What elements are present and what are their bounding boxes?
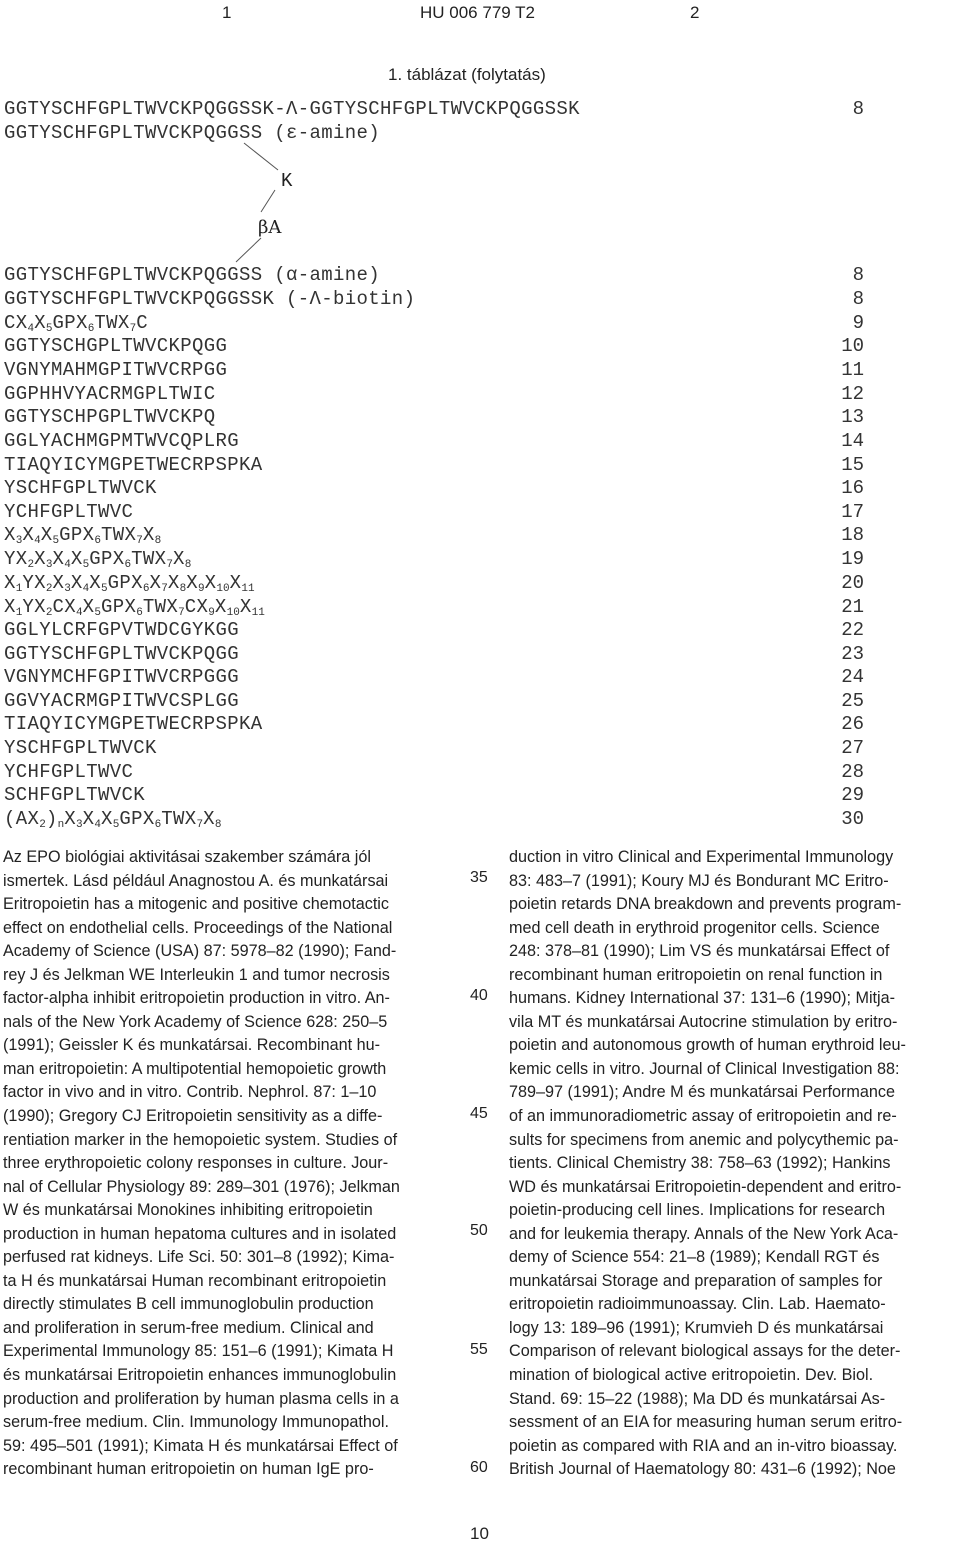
- sequence-number: 28: [841, 761, 864, 783]
- epsilon-amine-sequence-line: GGTYSCHFGPLTWVCKPQGGSS (ε-amine): [4, 122, 381, 144]
- text-line: eritropoietin radioimmunoassay. Clin. Lab. Haemato-: [509, 1295, 886, 1314]
- text-line: poietin and autonomous growth of human erythroid leu-: [509, 1036, 906, 1055]
- text-line: demy of Science 554: 21–8 (1989); Kendall RGT és: [509, 1248, 880, 1267]
- margin-line-number: 45: [470, 1105, 488, 1122]
- sequence-row: GGPHHVYACRMGPLTWIC: [4, 383, 216, 405]
- text-line: és munkatársai Eritropoietin enhances immunoglobulin: [3, 1366, 397, 1385]
- sequence-number: 10: [841, 335, 864, 357]
- sequence-number: 15: [841, 454, 864, 476]
- text-line: Stand. 69: 15–22 (1988); Ma DD és munkatársai As-: [509, 1389, 886, 1408]
- sequence-number: 26: [841, 713, 864, 735]
- text-line: sults for specimens from anemic and polycythemic pa-: [509, 1130, 899, 1149]
- text-line: directly stimulates B cell immunoglobulin production: [3, 1295, 374, 1314]
- margin-line-number: 40: [470, 987, 488, 1004]
- sequence-row: GGLYLCRFGPVTWDCGYKGG: [4, 619, 240, 641]
- text-line: Comparison of relevant biological assays for the deter-: [509, 1342, 901, 1361]
- text-line: mination of biological active eritropoietin. Dev. Biol.: [509, 1366, 874, 1385]
- page-right-number: 2: [690, 3, 700, 22]
- sequence-number: 19: [841, 548, 864, 570]
- branched-sequence-line: GGTYSCHFGPLTWVCKPQGGSSK-Λ-GGTYSCHFGPLTWVCKPQGGSSK: [4, 98, 580, 120]
- text-line: British Journal of Haematology 80: 431–6 (1992); Noe: [509, 1460, 896, 1479]
- sequence-row: GGTYSCHPGPLTWVCKPQ: [4, 406, 216, 428]
- sequence-row: GGTYSCHGPLTWVCKPQGG: [4, 335, 228, 357]
- sequence-row: YCHFGPLTWVC: [4, 761, 134, 783]
- margin-line-number: 50: [470, 1222, 488, 1239]
- sequence-number: 16: [841, 477, 864, 499]
- formula-row: $X_1YX_2X_3X_4X_5GPX_6X_7X_8X_9X_{10}X_{11}$: [4, 572, 255, 595]
- text-line: rey J és Jelkman WE Interleukin 1 and tumor necrosis: [3, 965, 390, 984]
- alpha-amine-sequence-line: GGTYSCHFGPLTWVCKPQGGSS (α-amine): [4, 264, 381, 286]
- sequence-row: YSCHFGPLTWVCK: [4, 477, 157, 499]
- text-line: (1991); Geissler K és munkatársai. Recombinant hu-: [3, 1036, 380, 1055]
- patent-id: HU 006 779 T2: [420, 3, 535, 22]
- sequence-number: 24: [841, 666, 864, 688]
- sequence-number: 22: [841, 619, 864, 641]
- text-line: factor in vivo and in vitro. Contrib. Nephrol. 87: 1–10: [3, 1083, 377, 1102]
- text-line: recombinant human eritropoietin on renal function in: [509, 965, 883, 984]
- sequence-number: 25: [841, 690, 864, 712]
- text-line: 248: 378–81 (1990); Lim VS és munkatársai Effect of: [509, 942, 890, 961]
- margin-line-number: 55: [470, 1341, 488, 1358]
- lysine-branch-label: K: [281, 170, 293, 192]
- text-line: serum-free medium. Clin. Immunology Immunopathol.: [3, 1413, 389, 1432]
- sequence-row: GGTYSCHFGPLTWVCKPQGG: [4, 643, 240, 665]
- text-line: W és munkatársai Monokines inhibiting eritropoietin: [3, 1201, 373, 1220]
- right-text-column: [509, 846, 959, 1482]
- page-left-number: 1: [222, 3, 232, 22]
- table-caption: 1. táblázat (folytatás): [388, 65, 546, 84]
- text-line: vila MT és munkatársai Autocrine stimulation by eritro-: [509, 1012, 898, 1031]
- text-line: Experimental Immunology 85: 151–6 (1991); Kimata H: [3, 1342, 394, 1361]
- text-line: rentiation marker in the hemopoietic system. Studies of: [3, 1130, 398, 1149]
- sequence-row: VGNYMAHMGPITWVCRPGG: [4, 359, 228, 381]
- sequence-row: YSCHFGPLTWVCK: [4, 737, 157, 759]
- text-line: poietin-producing cell lines. Implications for research: [509, 1201, 886, 1220]
- page-number: 10: [470, 1524, 489, 1543]
- text-line: tients. Clinical Chemistry 38: 758–63 (1992); Hankins: [509, 1154, 891, 1173]
- text-line: 789–97 (1991); Andre M és munkatársai Performance: [509, 1083, 896, 1102]
- text-line: duction in vitro Clinical and Experimental Immunology: [509, 848, 894, 866]
- text-line: poietin retards DNA breakdown and prevents program-: [509, 895, 902, 914]
- sequence-number: 14: [841, 430, 864, 452]
- formula-row: $YX_2X_3X_4X_5GPX_6TWX_7X_8$: [4, 548, 192, 571]
- text-line: ta H és munkatársai Human recombinant eritropoietin: [3, 1271, 387, 1290]
- beta-alanine-label: βA: [258, 217, 282, 238]
- sequence-row: SCHFGPLTWVCK: [4, 784, 146, 806]
- text-line: production in human hepatoma cultures and in isolated: [3, 1224, 397, 1243]
- text-line: of an immunoradiometric assay of eritropoietin and re-: [509, 1107, 897, 1126]
- text-line: recombinant human eritropoietin on human IgE pro-: [3, 1460, 374, 1479]
- text-line: factor-alpha inhibit eritropoietin production in vitro. An-: [3, 989, 390, 1008]
- sequence-number: 13: [841, 406, 864, 428]
- formula-row: $CX_4X_5GPX_6TWX_7C$: [4, 312, 149, 335]
- formula-row: $(AX_2)_nX_3X_4X_5GPX_6TWX_7X_8$: [4, 808, 222, 831]
- text-line: poietin as compared with RIA and an in-vitro bioassay.: [509, 1436, 898, 1455]
- sequence-row: GGVYACRMGPITWVCSPLGG: [4, 690, 240, 712]
- text-line: perfused rat kidneys. Life Sci. 50: 301–8 (1992); Kima-: [3, 1248, 395, 1267]
- text-line: Academy of Science (USA) 87: 5978–82 (1990); Fand-: [3, 942, 397, 961]
- sequence-number: 21: [841, 596, 864, 618]
- sequence-row: YCHFGPLTWVC: [4, 501, 134, 523]
- sequence-number: 30: [841, 808, 864, 830]
- sequence-number: 9: [852, 312, 864, 334]
- text-line: nal of Cellular Physiology 89: 289–301 (1976); Jelkman: [3, 1177, 400, 1196]
- text-line: logy 13: 189–96 (1991); Krumvieh D és munkatársai: [509, 1318, 884, 1337]
- left-text-column: [3, 846, 452, 1482]
- sequence-row: TIAQYICYMGPETWECRPSPKA: [4, 713, 263, 735]
- sequence-number: 12: [841, 383, 864, 405]
- branch-connector-lines: [0, 0, 960, 290]
- text-line: humans. Kidney International 37: 131–6 (1990); Mitja-: [509, 989, 896, 1008]
- text-line: med cell death in erythroid progenitor cells. Science: [509, 918, 880, 937]
- sequence-number: 29: [841, 784, 864, 806]
- formula-row: $X_3X_4X_5GPX_6TWX_7X_8$: [4, 524, 162, 547]
- sequence-number: 8: [852, 98, 864, 120]
- text-line: production and proliferation by human plasma cells in a: [3, 1389, 399, 1408]
- text-line: Az EPO biológiai aktivitásai szakember számára jól: [3, 848, 371, 866]
- sequence-row: TIAQYICYMGPETWECRPSPKA: [4, 454, 263, 476]
- margin-line-number: 35: [470, 869, 488, 886]
- text-line: 59: 495–501 (1991); Kimata H és munkatársai Effect of: [3, 1436, 398, 1455]
- text-line: sessment of an EIA for measuring human serum eritro-: [509, 1413, 903, 1432]
- text-line: effect on endothelial cells. Proceedings of the National: [3, 918, 393, 937]
- text-line: and proliferation in serum-free medium. Clinical and: [3, 1318, 374, 1337]
- text-line: WD és munkatársai Eritropoietin-dependent and eritro-: [509, 1177, 902, 1196]
- text-line: ismertek. Lásd például Anagnostou A. és munkatársai: [3, 871, 389, 890]
- text-line: and for leukemia therapy. Annals of the New York Aca-: [509, 1224, 899, 1243]
- sequence-number: 23: [841, 643, 864, 665]
- text-line: (1990); Gregory CJ Eritropoietin sensitivity as a diffe-: [3, 1107, 383, 1126]
- sequence-number: 20: [841, 572, 864, 594]
- sequence-number: 8: [852, 264, 864, 286]
- sequence-row: GGLYACHMGPMTWVCQPLRG: [4, 430, 240, 452]
- text-line: 83: 483–7 (1991); Koury MJ és Bondurant MC Eritro-: [509, 871, 889, 890]
- text-line: munkatársai Storage and preparation of samples for: [509, 1271, 883, 1290]
- text-line: Eritropoietin has a mitogenic and positive chemotactic: [3, 895, 390, 914]
- sequence-row: VGNYMCHFGPITWVCRPGGG: [4, 666, 240, 688]
- text-line: man eritropoietin: A multipotential hemopoietic growth: [3, 1059, 387, 1078]
- margin-line-number: 60: [470, 1459, 488, 1476]
- biotin-sequence-line: GGTYSCHFGPLTWVCKPQGGSSK (-Λ-biotin): [4, 288, 416, 310]
- text-line: nals of the New York Academy of Science 628: 250–5: [3, 1012, 388, 1031]
- sequence-number: 11: [841, 359, 864, 381]
- sequence-number: 17: [841, 501, 864, 523]
- sequence-number: 27: [841, 737, 864, 759]
- text-line: kemic cells in vitro. Journal of Clinical Investigation 88:: [509, 1059, 900, 1078]
- text-line: three erythropoietic colony responses in culture. Jour-: [3, 1154, 389, 1173]
- sequence-number: 18: [841, 524, 864, 546]
- formula-row: $X_1YX_2CX_4X_5GPX_6TWX_7CX_9X_{10}X_{11}$: [4, 596, 265, 619]
- sequence-number: 8: [852, 288, 864, 310]
